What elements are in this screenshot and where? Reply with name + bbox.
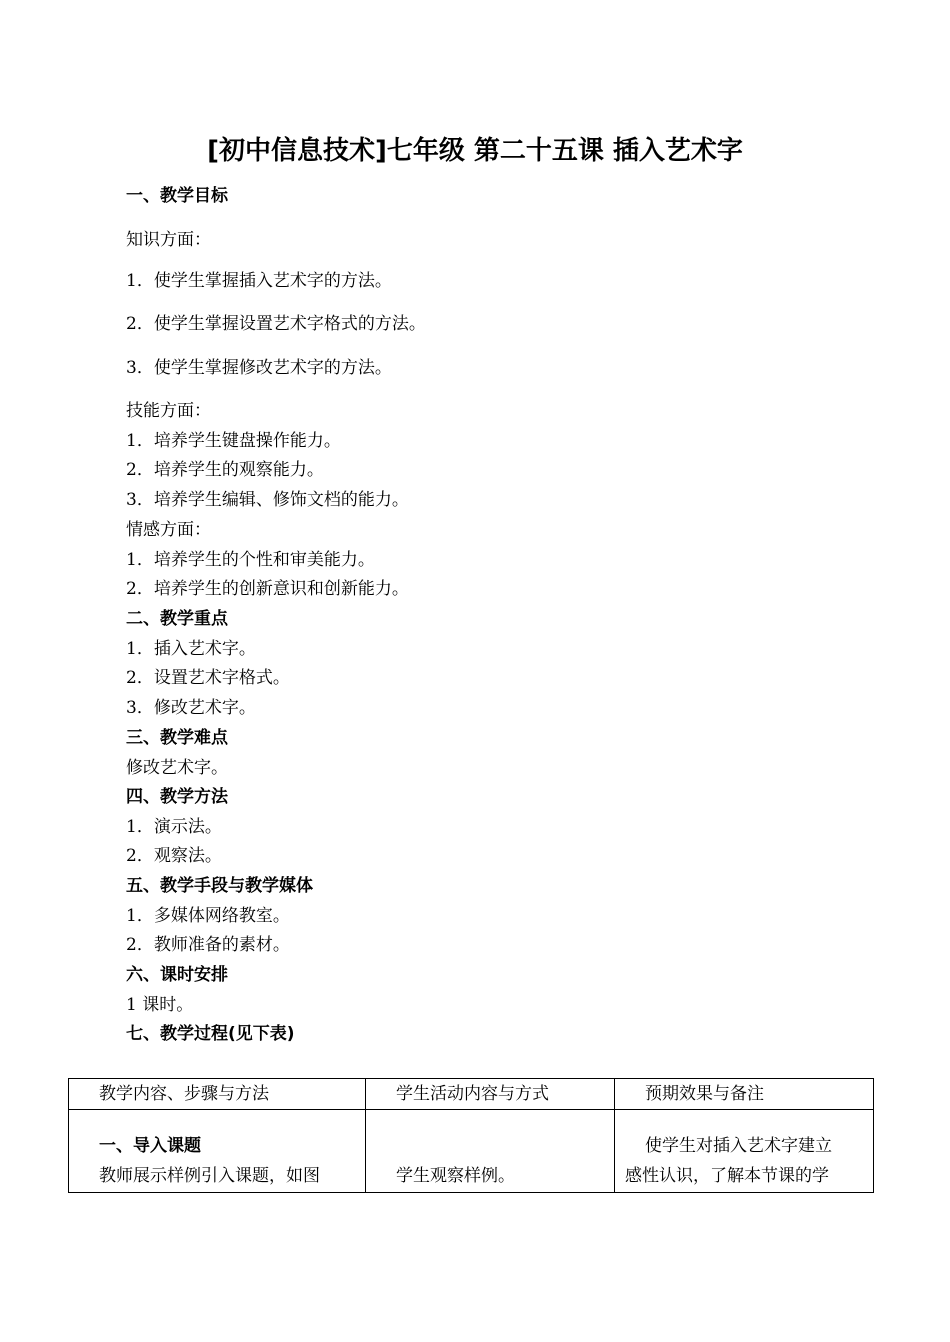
key-point-item: 3．修改艺术字。 <box>126 698 256 718</box>
media-item: 1．多媒体网络教室。 <box>126 906 290 926</box>
table-row <box>69 1110 874 1193</box>
section-heading-key-points: 二、教学重点 <box>126 609 228 629</box>
header-student-activity: 学生活动内容与方式 <box>396 1084 549 1104</box>
document-title: [初中信息技术]七年级 第二十五课 插入艺术字 <box>207 136 743 166</box>
method-item: 1．演示法。 <box>126 817 222 837</box>
table-cell <box>69 1110 366 1193</box>
expected-effect-line: 感性认识，了解本节课的学 <box>625 1166 829 1186</box>
lesson-step-heading: 一、导入课题 <box>99 1136 201 1156</box>
difficulty-text: 修改艺术字。 <box>126 758 228 778</box>
knowledge-label: 知识方面： <box>126 230 211 250</box>
section-heading-methods: 四、教学方法 <box>126 787 228 807</box>
emotion-item: 1．培养学生的个性和审美能力。 <box>126 550 375 570</box>
skills-label: 技能方面： <box>126 401 211 421</box>
key-point-item: 1．插入艺术字。 <box>126 639 256 659</box>
section-heading-schedule: 六、课时安排 <box>126 965 228 985</box>
schedule-text: 1 课时。 <box>126 995 194 1015</box>
skills-item: 1．培养学生键盘操作能力。 <box>126 431 341 451</box>
table-header-cell <box>615 1079 874 1110</box>
header-expected-effect: 预期效果与备注 <box>645 1084 764 1104</box>
media-item: 2．教师准备的素材。 <box>126 935 290 955</box>
table-header-cell <box>69 1079 366 1110</box>
key-point-item: 2．设置艺术字格式。 <box>126 668 290 688</box>
section-heading-objectives: 一、教学目标 <box>126 186 228 206</box>
emotion-label: 情感方面： <box>126 520 211 540</box>
emotion-item: 2．培养学生的创新意识和创新能力。 <box>126 579 409 599</box>
teaching-process-table <box>68 1078 874 1193</box>
table-cell <box>615 1110 874 1193</box>
section-heading-media: 五、教学手段与教学媒体 <box>126 876 313 896</box>
knowledge-item: 1．使学生掌握插入艺术字的方法。 <box>126 271 392 291</box>
knowledge-item: 2．使学生掌握设置艺术字格式的方法。 <box>126 314 426 334</box>
expected-effect-line: 使学生对插入艺术字建立 <box>645 1136 832 1156</box>
knowledge-item: 3．使学生掌握修改艺术字的方法。 <box>126 358 392 378</box>
table-header-row <box>69 1079 874 1110</box>
student-activity-text: 学生观察样例。 <box>396 1166 515 1186</box>
header-content-steps: 教学内容、步骤与方法 <box>99 1084 269 1104</box>
section-heading-difficulties: 三、教学难点 <box>126 728 228 748</box>
skills-item: 2．培养学生的观察能力。 <box>126 460 324 480</box>
lesson-step-text: 教师展示样例引入课题，如图 <box>99 1166 320 1186</box>
method-item: 2．观察法。 <box>126 846 222 866</box>
section-heading-process: 七、教学过程(见下表) <box>126 1024 295 1044</box>
table-cell <box>366 1110 615 1193</box>
skills-item: 3．培养学生编辑、修饰文档的能力。 <box>126 490 409 510</box>
table-header-cell <box>366 1079 615 1110</box>
